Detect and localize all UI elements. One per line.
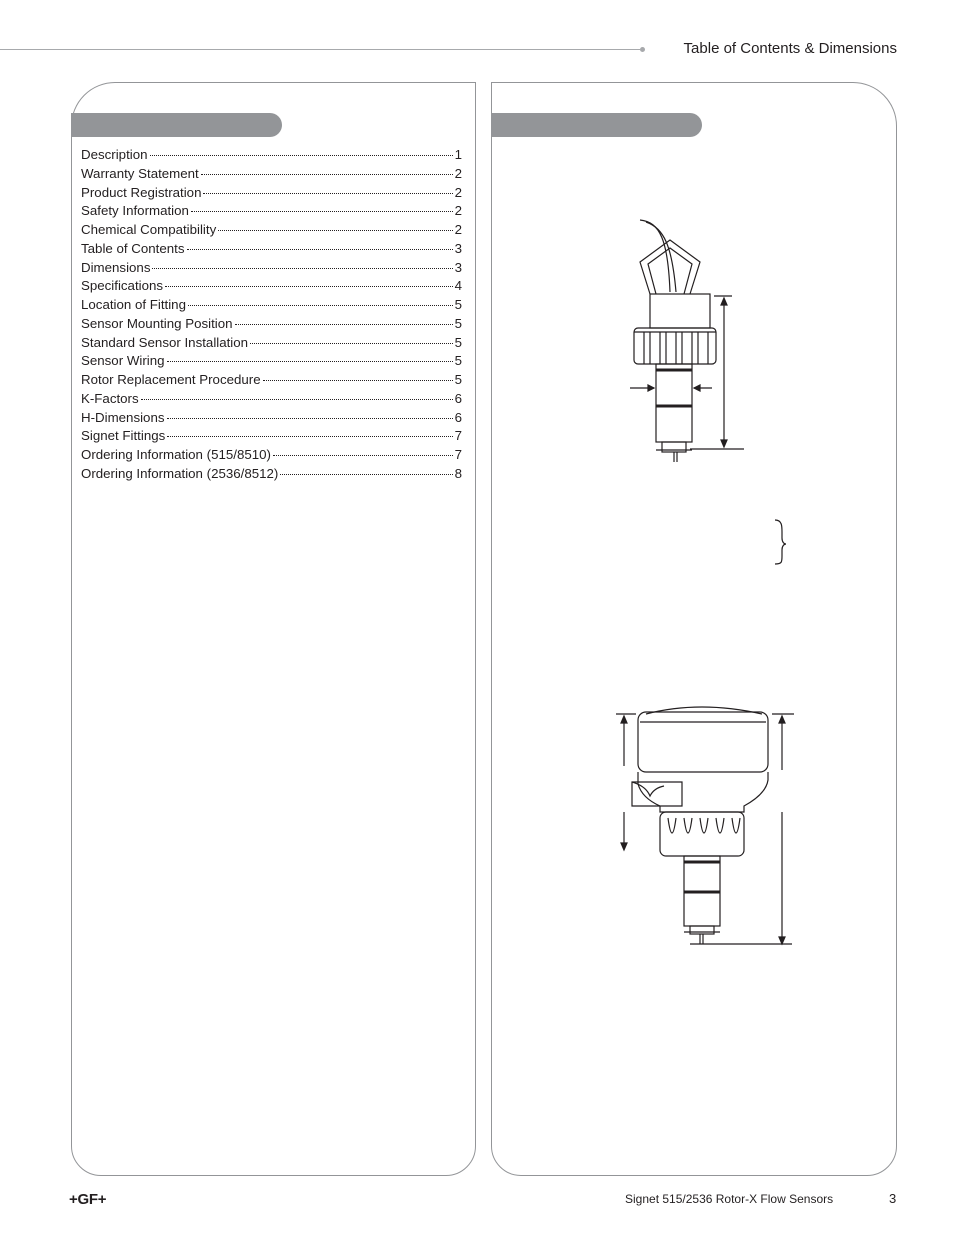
- toc-entry-page: 3: [454, 259, 462, 275]
- toc-entry-label: Product Registration: [81, 184, 202, 200]
- toc-entry-page: 5: [454, 334, 462, 350]
- toc-entry-page: 5: [454, 372, 462, 387]
- toc-entry-page: 4: [454, 278, 462, 294]
- page-title: Table of Contents & Dimensions: [683, 40, 897, 57]
- toc-entry-label: Standard Sensor Installation: [81, 334, 249, 350]
- toc-entry-label: Warranty Statement: [81, 165, 199, 181]
- toc-entry-page: 8: [454, 465, 462, 481]
- toc-entry-page: 6: [454, 409, 462, 425]
- toc-entry-label: Location of Fitting: [81, 297, 186, 312]
- toc-entry-label: Description: [81, 147, 148, 162]
- sensor-2536-drawing: [616, 707, 794, 944]
- toc-entry-label: Safety Information: [81, 203, 189, 219]
- brace-mark: [775, 520, 786, 564]
- toc-entry-page: 2: [454, 184, 462, 200]
- toc-entry-label: Rotor Replacement Procedure: [81, 372, 261, 387]
- toc-entry-label: Table of Contents: [81, 240, 185, 256]
- footer-page-number: 3: [889, 1191, 897, 1206]
- toc-entry-label: Chemical Compatibility: [81, 222, 217, 237]
- toc-entry-page: 3: [454, 240, 462, 256]
- toc-entry-page: 1: [454, 147, 462, 162]
- toc-entry-page: 7: [454, 447, 462, 462]
- toc-entry-page: 6: [454, 390, 462, 406]
- gf-logo: +GF+: [69, 1191, 107, 1208]
- toc-entry-label: Specifications: [81, 278, 164, 294]
- toc-entry-label: Ordering Information (515/8510): [81, 447, 271, 462]
- toc-entry-label: K-Factors: [81, 390, 139, 406]
- toc-entry-page: 2: [454, 165, 462, 181]
- toc-entry-label: Sensor Mounting Position: [81, 315, 233, 331]
- toc-entry-label: Signet Fittings: [81, 428, 166, 444]
- toc-entry-page: 2: [454, 203, 462, 219]
- toc-entry-label: Ordering Information (2536/8512): [81, 465, 279, 481]
- sensor-515-drawing: [630, 220, 744, 462]
- toc-entry-page: 2: [454, 222, 462, 237]
- toc-entry-label: Dimensions: [81, 259, 151, 275]
- footer-product-name: Signet 515/2536 Rotor-X Flow Sensors: [625, 1192, 834, 1206]
- toc-entry-page: 5: [454, 353, 462, 369]
- toc-entry-page: 5: [454, 297, 462, 312]
- toc-entry-label: Sensor Wiring: [81, 353, 165, 369]
- toc-entry-page: 7: [454, 428, 462, 444]
- toc-entry-label: H-Dimensions: [81, 409, 165, 425]
- toc-entry-page: 5: [454, 315, 462, 331]
